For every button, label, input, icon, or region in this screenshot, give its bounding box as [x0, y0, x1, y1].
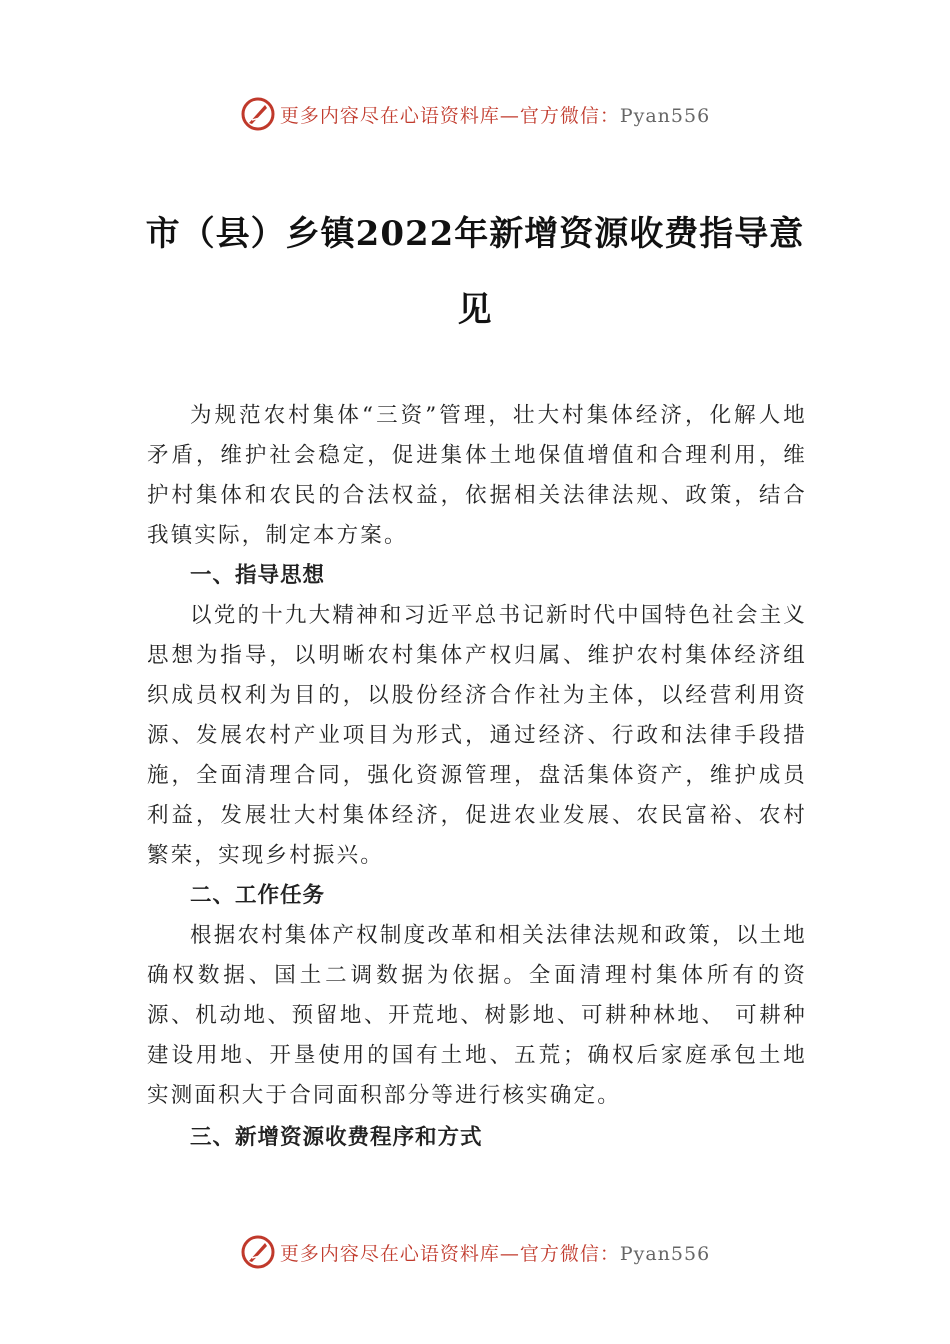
quill-logo-icon: [240, 96, 276, 132]
quill-logo-icon: [240, 1234, 276, 1270]
header-watermark-banner: [0, 94, 950, 134]
section-paragraph-guiding-ideology: 以党的十九大精神和习近平总书记新时代中国特色社会主义思想为指导，以明晰农村集体产权归属、维护农村集体经济组织成员权利为目的，以股份经济合作社为主体，以经营利用资源、发展农村产业项目为形式，通过经济、行政和法律手段措施，全面清理合同，强化资源管理，盘活集体资产，维护成员利益，发展壮大村集体经济，促进农业发展、农民富裕、农村繁荣，实现乡村振兴。: [147, 603, 807, 868]
watermark-text: 更多内容尽在心语资料库—官方微信：Pyan556: [279, 104, 711, 127]
section-heading-guiding-ideology: 一、指导思想: [190, 563, 326, 588]
section-heading-work-tasks: 二、工作任务: [190, 883, 326, 908]
section-paragraph-work-tasks: 根据农村集体产权制度改革和相关法律法规和政策，以土地确权数据、国土二调数据为依据。全面清理村集体所有的资源、机动地、预留地、开荒地、树影地、可耕种林地、 可耕种建设用地、开垦使用的国有土地、五荒；确权后家庭承包土地实测面积大于合同面积部分等进行核实确定。: [147, 923, 807, 1108]
intro-paragraph: 为规范农村集体“三资”管理，壮大村集体经济，化解人地矛盾，维护社会稳定，促进集体土地保值增值和合理利用，维护村集体和农民的合法权益，依据相关法律法规、政策，结合我镇实际，制定本方案。: [147, 403, 807, 548]
document-title: 市（县）乡镇2022年新增资源收费指导意 见: [145, 214, 805, 330]
footer-watermark-banner: [0, 1232, 950, 1272]
watermark-text: 更多内容尽在心语资料库—官方微信：Pyan556: [279, 1242, 711, 1265]
document-body: [147, 396, 807, 1158]
section-heading-fee-procedure: 三、新增资源收费程序和方式: [190, 1125, 483, 1150]
